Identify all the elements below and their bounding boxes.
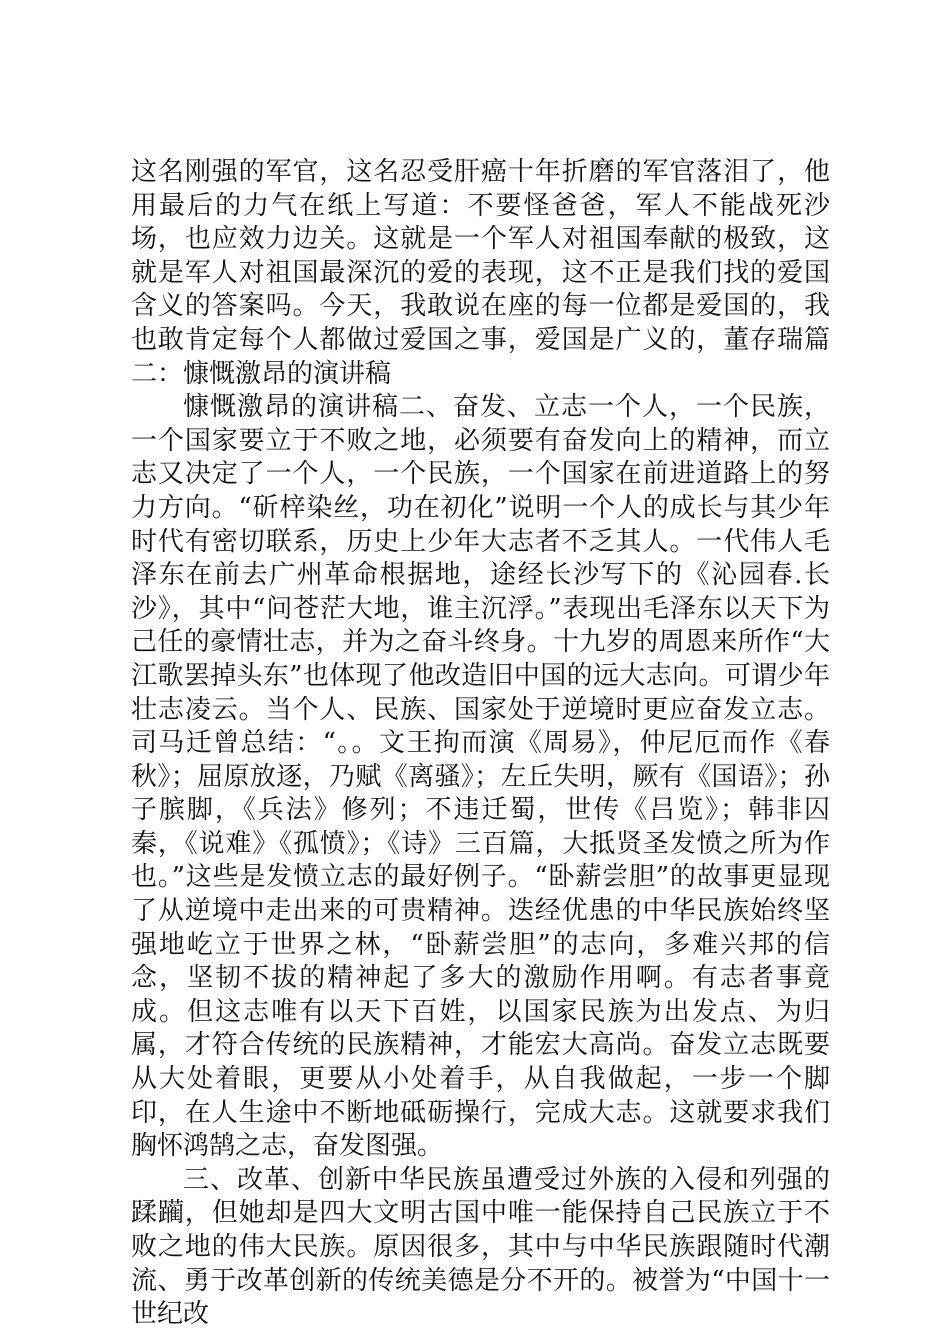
paragraph-2: 慷慨激昂的演讲稿二、奋发、立志一个人，一个民族，一个国家要立于不败之地，必须要有奋发向上的精神，而立志又决定了一个人，一个民族，一个国家在前进道路上的努力方向。“斫梓染丝，功在初化”说明一个人的成长与其少年时代有密切联系，历史上少年大志者不乏其人。一代伟人毛泽东在前去广州革命根据地，途经长沙写下的《沁园春.长沙》，其中“问苍茫大地，谁主沉浮。”表现出毛泽东以天下为己任的豪情壮志，并为之奋斗终身。十九岁的周恩来所作“大江歌罢掉头东”也体现了他改造旧中国的远大志向。可谓少年壮志凌云。当个人、民族、国家处于逆境时更应奋发立志。司马迁曾总结：“。。文王拘而演《周易》，仲尼厄而作《春秋》；屈原放逐，乃赋《离骚》；左丘失明，厥有《国语》；孙子膑脚，《兵法》修列；不违迁蜀，世传《吕览》；韩非囚秦，《说难》《孤愤》；《诗》三百篇，大抵贤圣发愤之所为作也。”这些是发愤立志的最好例子。“卧薪尝胆”的故事更显现了从逆境中走出来的可贵精神。迭经优患的中华民族始终坚强地屹立于世界之林，“卧薪尝胆”的志向，多难兴邦的信念，坚韧不拔的精神起了多大的激励作用啊。有志者事竟成。但这志唯有以天下百姓，以国家民族为出发点、为归属，才符合传统的民族精神，才能宏大高尚。奋发立志既要从大处着眼，更要从小处着手，从自我做起，一步一个脚印，在人生途中不断地砥砺操行，完成大志。这就要求我们胸怀鸿鹄之志，奋发图强。 — [131, 392, 830, 1162]
paragraph-3: 三、改革、创新中华民族虽遭受过外族的入侵和列强的蹂躏，但她却是四大文明古国中唯一能保持自己民族立于不败之地的伟大民族。原因很多，其中与中华民族跟随时代潮流、勇于改革创新的传统美德是分不开的。被誉为“中国十一世纪改 — [131, 1164, 830, 1330]
document-body — [131, 156, 830, 1332]
paragraph-1: 这名刚强的军官，这名忍受肝癌十年折磨的军官落泪了，他用最后的力气在纸上写道：不要怪爸爸，军人不能战死沙场，也应效力边关。这就是一个军人对祖国奉献的极致，这就是军人对祖国最深沉的爱的表现，这不正是我们找的爱国含义的答案吗。今天，我敢说在座的每一位都是爱国的，我也敢肯定每个人都做过爱国之事，爱国是广义的，董存瑞篇二：慷慨激昂的演讲稿 — [131, 157, 830, 389]
